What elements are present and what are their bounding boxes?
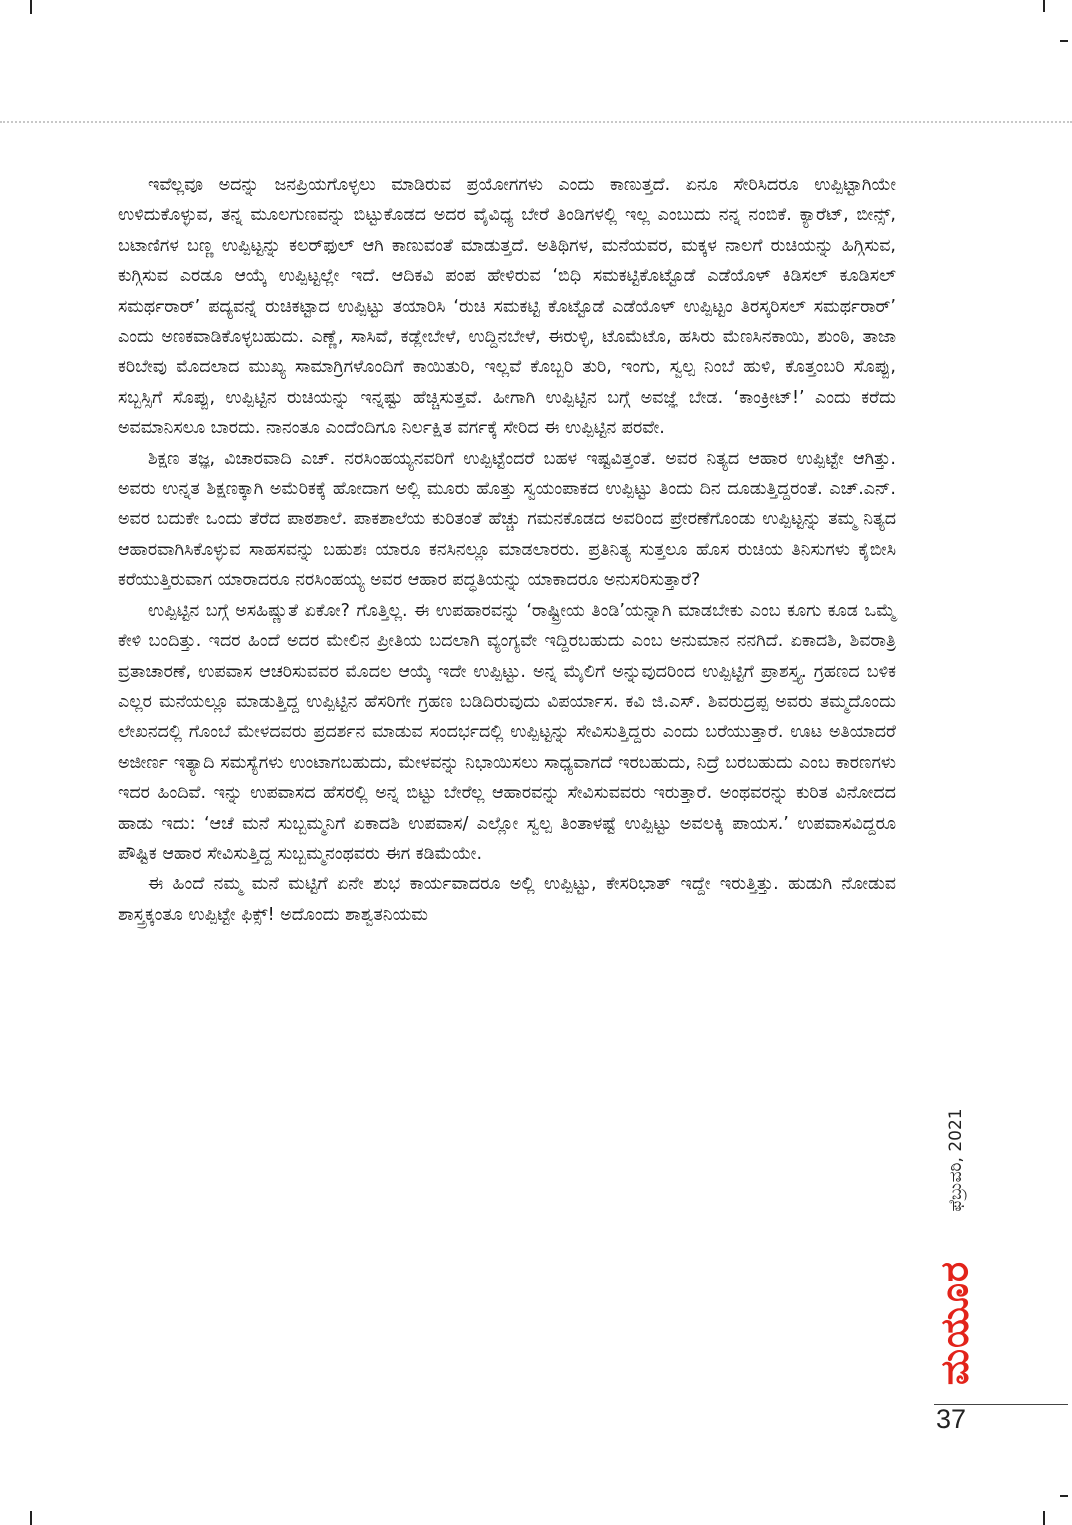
issue-date <box>938 1090 974 1230</box>
magazine-logo <box>931 1250 979 1395</box>
crop-mark-top-right <box>1043 0 1045 12</box>
issue-date-text: ಫೆಬ್ರುವರಿ, 2021 <box>946 1108 966 1212</box>
magazine-logo-text: ಮಯೂರ <box>932 1260 977 1385</box>
page-number: 37 <box>936 1404 967 1434</box>
article-paragraph-3: ಉಪ್ಪಿಟ್ಟಿನ ಬಗ್ಗೆ ಅಸಹಿಷ್ಣುತೆ ಏಕೋ? ಗೊತ್ತಿಲ್ಲ. ಈ ಉಪಹಾರವನ್ನು ‘ರಾಷ್ಟ್ರೀಯ ತಿಂಡಿ’ಯನ್ನಾಗಿ ಮಾಡಬೇಕು ಎಂಬ ಕೂಗು ಕೂಡ ಒಮ್ಮೆ ಕೇಳಿ ಬಂದಿತ್ತು. ಇದರ ಹಿಂದೆ ಅದರ ಮೇಲಿನ ಪ್ರೀತಿಯ ಬದಲಾಗಿ ವ್ಯಂಗ್ಯವೇ ಇದ್ದಿರಬಹುದು ಎಂಬ ಅನುಮಾನ ನನಗಿದೆ. ಏಕಾದಶಿ, ಶಿವರಾತ್ರಿ ವ್ರತಾಚಾರಣೆ, ಉಪವಾಸ ಆಚರಿಸುವವರ ಮೊದಲ ಆಯ್ಕೆ ಇದೇ ಉಪ್ಪಿಟ್ಟು. ಅನ್ನ ಮೈಲಿಗೆ ಅನ್ನುವುದರಿಂದ ಉಪ್ಪಿಟ್ಟಿಗೆ ಪ್ರಾಶಸ್ತ್ಯ. ಗ್ರಹಣದ ಬಳಿಕ ಎಲ್ಲರ ಮನೆಯಲ್ಲೂ ಮಾಡುತ್ತಿದ್ದ ಉಪ್ಪಿಟ್ಟಿನ ಹೆಸರಿಗೇ ಗ್ರಹಣ ಬಡಿದಿರುವುದು ವಿಪರ್ಯಾಸ. ಕವಿ ಜಿ.ಎಸ್. ಶಿವರುದ್ರಪ್ಪ ಅವರು ತಮ್ಮದೊಂದು ಲೇಖನದಲ್ಲಿ ಗೊಂಬೆ ಮೇಳದವರು ಪ್ರದರ್ಶನ ಮಾಡುವ ಸಂದರ್ಭದಲ್ಲಿ ಉಪ್ಪಿಟ್ಟನ್ನು ಸೇವಿಸುತ್ತಿದ್ದರು ಎಂದು ಬರೆಯುತ್ತಾರೆ. ಊಟ ಅತಿಯಾದರೆ ಅಜೀರ್ಣ ಇತ್ಯಾದಿ ಸಮಸ್ಯೆಗಳು ಉಂಟಾಗಬಹುದು, ಮೇಳವನ್ನು ನಿಭಾಯಿಸಲು ಸಾಧ್ಯವಾಗದೆ ಇರಬಹುದು, ನಿದ್ರೆ ಬರಬಹುದು ಎಂಬ ಕಾರಣಗಳು ಇದರ ಹಿಂದಿವೆ. ಇನ್ನು ಉಪವಾಸದ ಹೆಸರಲ್ಲಿ ಅನ್ನ ಬಿಟ್ಟು ಬೇರೆಲ್ಲ ಆಹಾರವನ್ನು ಸೇವಿಸುವವರು ಇರುತ್ತಾರೆ. ಅಂಥವರನ್ನು ಕುರಿತ ವಿನೋದದ ಹಾಡು ಇದು: ‘ಆಚೆ ಮನೆ ಸುಬ್ಬಮ್ಮನಿಗೆ ಏಕಾದಶಿ ಉಪವಾಸ/ ಎಲ್ಲೋ ಸ್ವಲ್ಪ ತಿಂತಾಳಷ್ಟೆ ಉಪ್ಪಿಟ್ಟು ಅವಲಕ್ಕಿ ಪಾಯಸ.’ ಉಪವಾಸವಿದ್ದರೂ ಪೌಷ್ಟಿಕ ಆಹಾರ ಸೇವಿಸುತ್ತಿದ್ದ ಸುಬ್ಬಮ್ಮನಂಥವರು ಈಗ ಕಡಿಮೆಯೇ. <box>118 600 896 864</box>
header-dotted-rule <box>0 121 1072 123</box>
crop-mark-top-left <box>30 0 32 14</box>
article-paragraph-2: ಶಿಕ್ಷಣ ತಜ್ಞ, ವಿಚಾರವಾದಿ ಎಚ್. ನರಸಿಂಹಯ್ಯನವರಿಗೆ ಉಪ್ಪಿಟ್ಟೆಂದರೆ ಬಹಳ ಇಷ್ಟವಿತ್ತಂತೆ. ಅವರ ನಿತ್ಯದ ಆಹಾರ ಉಪ್ಪಿಟ್ಟೇ ಆಗಿತ್ತು. ಅವರು ಉನ್ನತ ಶಿಕ್ಷಣಕ್ಕಾಗಿ ಅಮೆರಿಕಕ್ಕೆ ಹೋದಾಗ ಅಲ್ಲಿ ಮೂರು ಹೊತ್ತು ಸ್ವಯಂಪಾಕದ ಉಪ್ಪಿಟ್ಟು ತಿಂದು ದಿನ ದೂಡುತ್ತಿದ್ದರಂತೆ. ಎಚ್.ಎನ್. ಅವರ ಬದುಕೇ ಒಂದು ತೆರೆದ ಪಾಠಶಾಲೆ. ಪಾಕಶಾಲೆಯ ಕುರಿತಂತೆ ಹೆಚ್ಚು ಗಮನಕೊಡದ ಅವರಿಂದ ಪ್ರೇರಣೆಗೊಂಡು ಉಪ್ಪಿಟ್ಟನ್ನು ತಮ್ಮ ನಿತ್ಯದ ಆಹಾರವಾಗಿಸಿಕೊಳ್ಳುವ ಸಾಹಸವನ್ನು ಬಹುಶಃ ಯಾರೂ ಕನಸಿನಲ್ಲೂ ಮಾಡಲಾರರು. ಪ್ರತಿನಿತ್ಯ ಸುತ್ತಲೂ ಹೊಸ ರುಚಿಯ ತಿನಿಸುಗಳು ಕೈಬೀಸಿ ಕರೆಯುತ್ತಿರುವಾಗ ಯಾರಾದರೂ ನರಸಿಂಹಯ್ಯ ಅವರ ಆಹಾರ ಪದ್ಧತಿಯನ್ನು ಯಾಕಾದರೂ ಅನುಸರಿಸುತ್ತಾರೆ? <box>118 448 896 591</box>
crop-mark-right-lower <box>1060 1495 1068 1497</box>
crop-mark-bottom-left <box>30 1511 32 1525</box>
crop-mark-bottom-right <box>1043 1511 1045 1525</box>
article-body <box>118 170 896 930</box>
article-paragraph-1: ಇವೆಲ್ಲವೂ ಅದನ್ನು ಜನಪ್ರಿಯಗೊಳ್ಳಲು ಮಾಡಿರುವ ಪ್ರಯೋಗಗಳು ಎಂದು ಕಾಣುತ್ತದೆ. ಏನೂ ಸೇರಿಸಿದರೂ ಉಪ್ಪಿಟ್ಟಾಗಿಯೇ ಉಳಿದುಕೊಳ್ಳುವ, ತನ್ನ ಮೂಲಗುಣವನ್ನು ಬಿಟ್ಟುಕೊಡದ ಅದರ ವೈವಿಧ್ಯ ಬೇರೆ ತಿಂಡಿಗಳಲ್ಲಿ ಇಲ್ಲ ಎಂಬುದು ನನ್ನ ನಂಬಿಕೆ. ಕ್ಯಾರೆಟ್, ಬೀನ್ಸ್, ಬಟಾಣಿಗಳ ಬಣ್ಣ ಉಪ್ಪಿಟ್ಟನ್ನು ಕಲರ್‌ಫುಲ್ ಆಗಿ ಕಾಣುವಂತೆ ಮಾಡುತ್ತದೆ. ಅತಿಥಿಗಳ, ಮನೆಯವರ, ಮಕ್ಕಳ ನಾಲಗೆ ರುಚಿಯನ್ನು ಹಿಗ್ಗಿಸುವ, ಕುಗ್ಗಿಸುವ ಎರಡೂ ಆಯ್ಕೆ ಉಪ್ಪಿಟ್ಟಲ್ಲೇ ಇದೆ. ಆದಿಕವಿ ಪಂಪ ಹೇಳಿರುವ ‘ಬಿಧಿ ಸಮಕಟ್ಟಿಕೊಟ್ಟೊಡೆ ಎಡೆಯೊಳ್ ಕಿಡಿಸಲ್ ಕೂಡಿಸಲ್ ಸಮರ್ಥರಾರ್’ ಪದ್ಯವನ್ನೆ ರುಚಿಕಟ್ಟಾದ ಉಪ್ಪಿಟ್ಟು ತಯಾರಿಸಿ ‘ರುಚಿ ಸಮಕಟ್ಟಿ ಕೊಟ್ಟೊಡೆ ಎಡೆಯೊಳ್ ಉಪ್ಪಿಟ್ಟಂ ತಿರಸ್ಕರಿಸಲ್ ಸಮರ್ಥರಾರ್’ ಎಂದು ಅಣಕವಾಡಿಕೊಳ್ಳಬಹುದು. ಎಣ್ಣೆ, ಸಾಸಿವೆ, ಕಡ್ಲೇಬೇಳೆ, ಉದ್ದಿನಬೇಳೆ, ಈರುಳ್ಳಿ, ಟೊಮೆಟೊ, ಹಸಿರು ಮೆಣಸಿನಕಾಯಿ, ಶುಂಠಿ, ತಾಜಾ ಕರಿಬೇವು ಮೊದಲಾದ ಮುಖ್ಯ ಸಾಮಾಗ್ರಿಗಳೊಂದಿಗೆ ಕಾಯಿತುರಿ, ಇಲ್ಲವೆ ಕೊಬ್ಬರಿ ತುರಿ, ಇಂಗು, ಸ್ವಲ್ಪ ನಿಂಬೆ ಹುಳಿ, ಕೊತ್ತಂಬರಿ ಸೊಪ್ಪು, ಸಬ್ಬಸ್ಸಿಗೆ ಸೊಪ್ಪು, ಉಪ್ಪಿಟ್ಟಿನ ರುಚಿಯನ್ನು ಇನ್ನಷ್ಟು ಹೆಚ್ಚಿಸುತ್ತವೆ. ಹೀಗಾಗಿ ಉಪ್ಪಿಟ್ಟಿನ ಬಗ್ಗೆ ಅವಜ್ಞೆ ಬೇಡ. ‘ಕಾಂಕ್ರೀಟ್!’ ಎಂದು ಕರೆದು ಅವಮಾನಿಸಲೂ ಬಾರದು. ನಾನಂತೂ ಎಂದೆಂದಿಗೂ ನಿರ್ಲಕ್ಷಿತ ವರ್ಗಕ್ಕೆ ಸೇರಿದ ಈ ಉಪ್ಪಿಟ್ಟಿನ ಪರವೇ. <box>118 175 896 439</box>
article-paragraph-4: ಈ ಹಿಂದೆ ನಮ್ಮ ಮನೆ ಮಟ್ಟಿಗೆ ಏನೇ ಶುಭ ಕಾರ್ಯವಾದರೂ ಅಲ್ಲಿ ಉಪ್ಪಿಟ್ಟು, ಕೇಸರಿಭಾತ್ ಇದ್ದೇ ಇರುತ್ತಿತ್ತು. ಹುಡುಗಿ ನೋಡುವ ಶಾಸ್ತ್ರಕ್ಕಂತೂ ಉಪ್ಪಿಟ್ಟೇ ಫಿಕ್ಸ್! ಅದೊಂದು ಶಾಶ್ವತನಿಯಮ <box>118 874 896 925</box>
crop-mark-right-upper <box>1060 40 1068 42</box>
